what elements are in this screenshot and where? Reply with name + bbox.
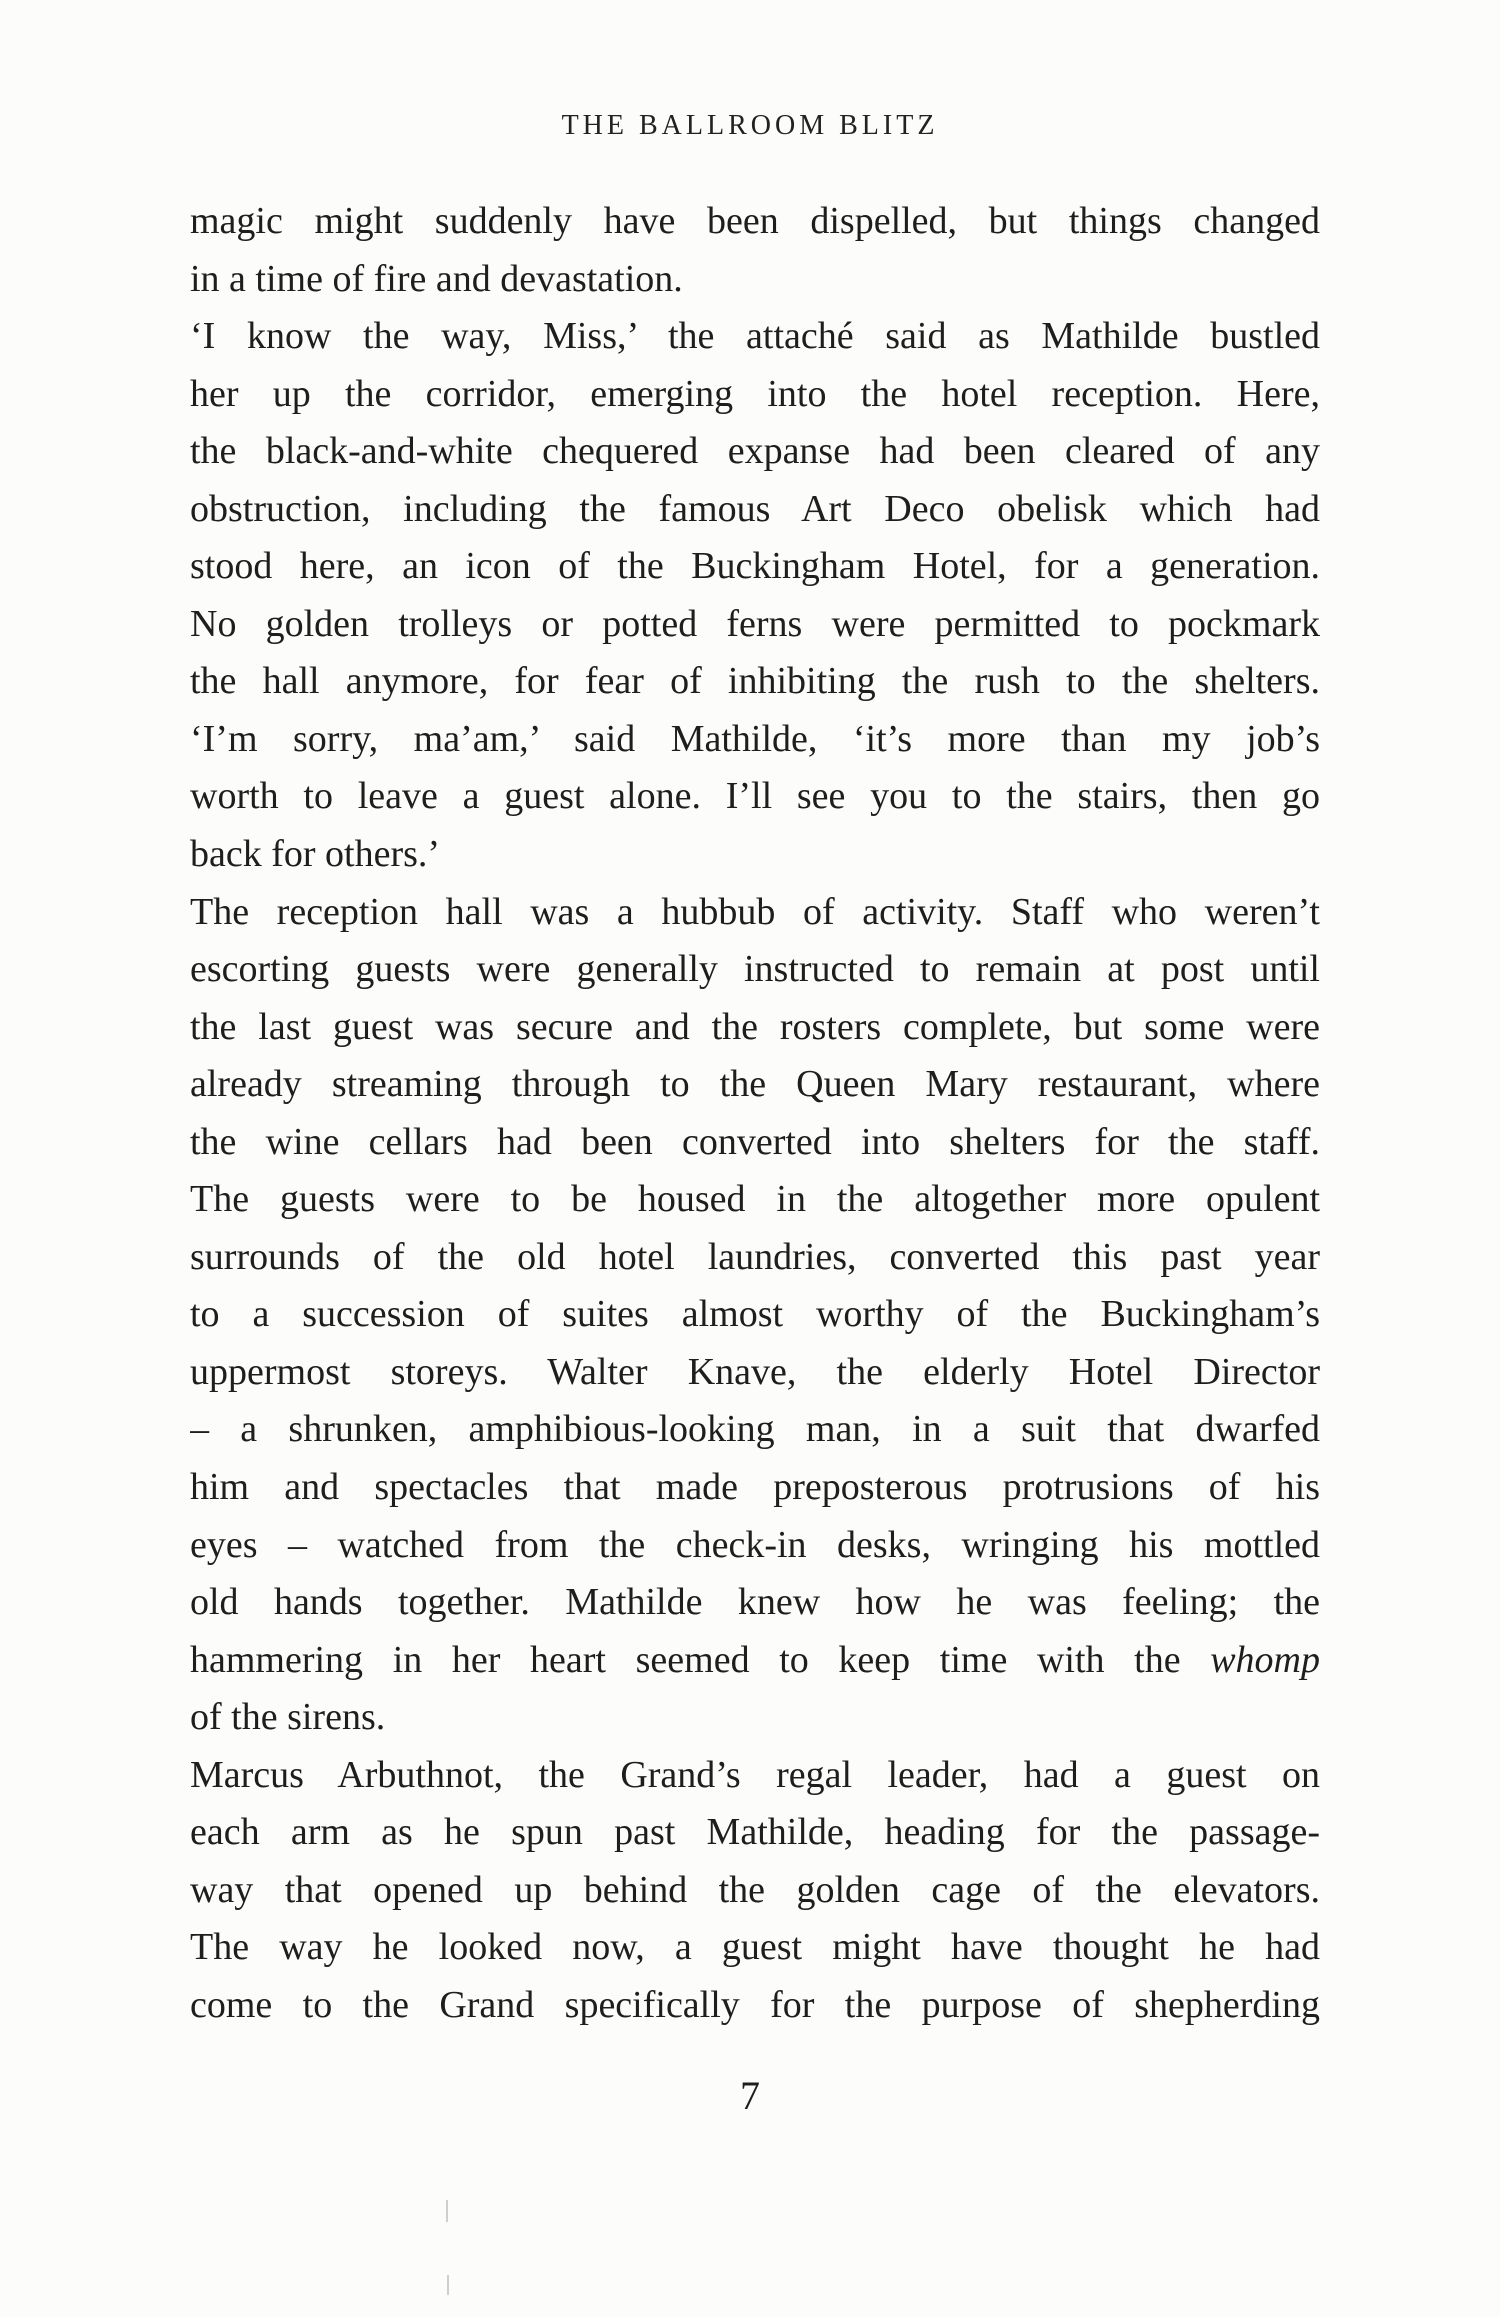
text-line: come to the Grand specifically for the purpose of shepherding <box>190 1983 1320 2026</box>
text-line: magic might suddenly have been dispelled, but things changed <box>190 200 1320 242</box>
text-line: the last guest was secure and the rosters complete, but some were <box>190 1005 1320 1048</box>
text-line: Marcus Arbuthnot, the Grand’s regal leader, had a guest on <box>190 1753 1320 1796</box>
text-line: the hall anymore, for fear of inhibiting the rush to the shelters. <box>190 660 1320 703</box>
text-line: escorting guests were generally instructed to remain at post until <box>190 948 1320 991</box>
page-number: 7 <box>740 2073 760 2118</box>
text-line: The reception hall was a hubbub of activity. Staff who weren’t <box>190 890 1320 933</box>
body-text <box>190 193 1320 2035</box>
text-line: her up the corridor, emerging into the hotel reception. Here, <box>190 372 1320 415</box>
text-line: – a shrunken, amphibious-looking man, in a suit that dwarfed <box>190 1408 1320 1451</box>
text-line: back for others.’ <box>190 833 441 876</box>
text-line: ‘I’m sorry, ma’am,’ said Mathilde, ‘it’s more than my job’s <box>190 717 1320 760</box>
scan-artifact <box>446 2200 448 2222</box>
text-line: way that opened up behind the golden cage of the elevators. <box>190 1868 1320 1911</box>
text-line: obstruction, including the famous Art Deco obelisk which had <box>190 487 1320 530</box>
text-line-with-italic <box>190 1632 1320 1690</box>
text-line: eyes – watched from the check-in desks, wringing his mottled <box>190 1523 1320 1566</box>
text-line: The way he looked now, a guest might have thought he had <box>190 1926 1320 1969</box>
italic-word: whomp <box>1210 1638 1320 1681</box>
text-line: the wine cellars had been converted into shelters for the staff. <box>190 1120 1320 1163</box>
text-line: to a succession of suites almost worthy of the Buckingham’s <box>190 1293 1320 1336</box>
text-line: uppermost storeys. Walter Knave, the elderly Hotel Director <box>190 1350 1320 1393</box>
text-run: hammering in her heart seemed to keep time with the <box>190 1638 1211 1681</box>
text-line: of the sirens. <box>190 1696 386 1739</box>
scan-artifact <box>447 2275 449 2295</box>
running-head: THE BALLROOM BLITZ <box>561 110 939 141</box>
text-line: the black-and-white chequered expanse had been cleared of any <box>190 430 1320 473</box>
text-line: The guests were to be housed in the altogether more opulent <box>190 1178 1320 1221</box>
text-line: ‘I know the way, Miss,’ the attaché said as Mathilde bustled <box>190 315 1320 358</box>
text-line: him and spectacles that made preposterous protrusions of his <box>190 1466 1320 1509</box>
text-line: in a time of fire and devastation. <box>190 257 683 300</box>
text-line: surrounds of the old hotel laundries, converted this past year <box>190 1235 1320 1278</box>
text-line: worth to leave a guest alone. I’ll see you to the stairs, then go <box>190 775 1320 818</box>
text-line: each arm as he spun past Mathilde, heading for the passage- <box>190 1811 1320 1854</box>
text-line: old hands together. Mathilde knew how he was feeling; the <box>190 1581 1320 1624</box>
text-line: already streaming through to the Queen Mary restaurant, where <box>190 1063 1320 1106</box>
text-line: stood here, an icon of the Buckingham Hotel, for a generation. <box>190 545 1320 588</box>
text-line: No golden trolleys or potted ferns were permitted to pockmark <box>190 602 1320 645</box>
